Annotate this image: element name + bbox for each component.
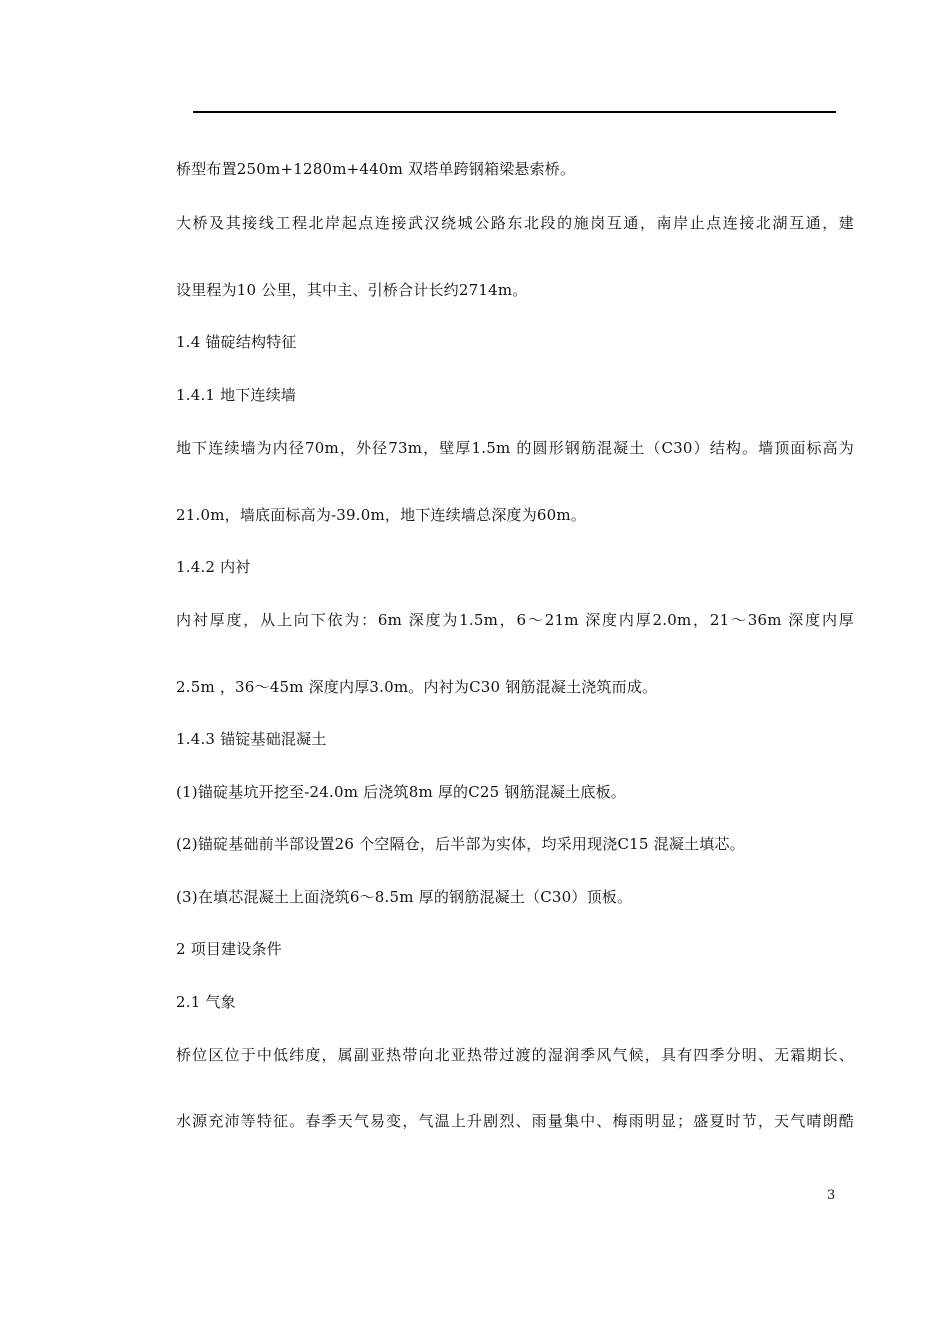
header-rule — [193, 111, 836, 113]
page-number: 3 — [827, 1188, 836, 1203]
paragraph-line: 水源充沛等特征。春季天气易变，气温上升剧烈、雨量集中、梅雨明显；盛夏时节，天气晴朗酷 — [176, 1112, 854, 1130]
subsection-heading: 1.4.3 锚锭基础混凝土 — [176, 730, 327, 748]
paragraph-line: 地下连续墙为内径70m，外径73m，壁厚1.5m 的圆形钢筋混凝土（C30）结构。墙顶面标高为 — [176, 439, 854, 457]
subsection-heading: 1.4.2 内衬 — [176, 558, 251, 576]
subsection-heading: 2.1 气象 — [176, 993, 236, 1011]
paragraph-line: 桥型布置250m+1280m+440m 双塔单跨钢箱梁悬索桥。 — [176, 160, 576, 178]
list-item: (2)锚碇基础前半部设置26 个空隔仓，后半部为实体，均采用现浇C15 混凝土填芯。 — [176, 835, 745, 853]
paragraph-line: 内衬厚度，从上向下依为：6m 深度为1.5m，6～21m 深度内厚2.0m，21～36m 深度内厚 — [176, 611, 854, 629]
paragraph-line: 桥位区位于中低纬度，属副亚热带向北亚热带过渡的湿润季风气候，具有四季分明、无霜期长、 — [176, 1046, 854, 1064]
section-heading: 1.4 锚碇结构特征 — [176, 333, 297, 351]
subsection-heading: 1.4.1 地下连续墙 — [176, 386, 297, 404]
list-item: (1)锚碇基坑开挖至-24.0m 后浇筑8m 厚的C25 钢筋混凝土底板。 — [176, 783, 626, 801]
list-item: (3)在填芯混凝土上面浇筑6～8.5m 厚的钢筋混凝土（C30）顶板。 — [176, 888, 633, 906]
paragraph-line: 设里程为10 公里，其中主、引桥合计长约2714m。 — [176, 281, 528, 299]
section-heading: 2 项目建设条件 — [176, 940, 282, 958]
paragraph-line: 21.0m，墙底面标高为-39.0m，地下连续墙总深度为60m。 — [176, 506, 587, 524]
paragraph-line: 2.5m ，36～45m 深度内厚3.0m。内衬为C30 钢筋混凝土浇筑而成。 — [176, 678, 658, 696]
paragraph-line: 大桥及其接线工程北岸起点连接武汉绕城公路东北段的施岗互通，南岸止点连接北湖互通，建 — [176, 214, 854, 232]
